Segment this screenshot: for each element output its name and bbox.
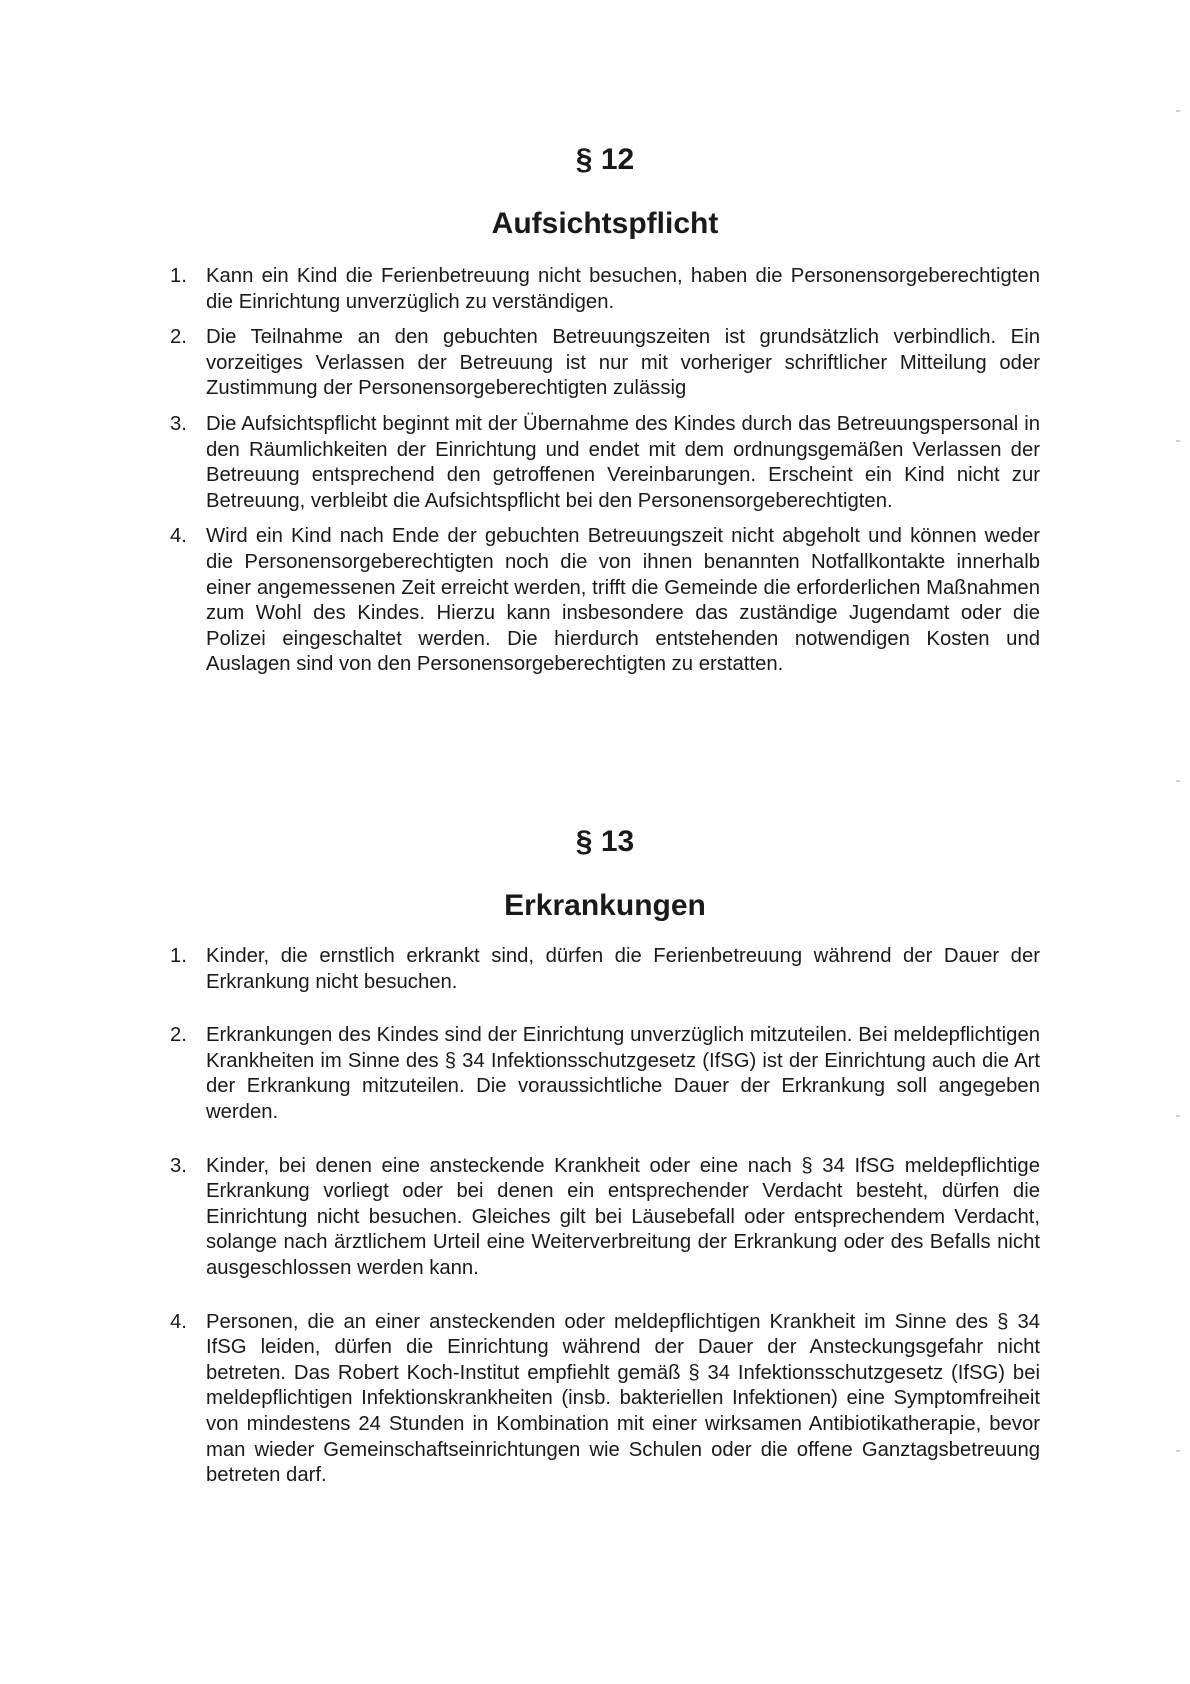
item-number: 4. xyxy=(170,525,187,548)
scan-mark xyxy=(1176,440,1180,442)
list-item xyxy=(170,264,1040,315)
section-13 xyxy=(170,822,1040,1517)
item-number: 1. xyxy=(170,265,187,287)
item-number: 2. xyxy=(170,1024,187,1047)
section-items xyxy=(170,264,1040,678)
list-item xyxy=(170,1154,1040,1282)
section-number: § 13 xyxy=(575,825,635,858)
item-text: Personen, die an einer ansteckenden oder meldepflichtigen Krankheit im Sinne des § 34 IfSG leiden, dürfen die Einrichtung während der Dauer der Ansteckungsgefahr nicht betreten. Das Robert Koch-Institut empfiehlt gemäß § 34 Infektionsschutzgesetz (IfSG) bei meldepflichtigen Infektionskrankheiten (insb. bakteriellen Infektionen) eine Symptomfreiheit von mindestens 24 Stunden in Kombination mit einer wirksamen Antibiotikatherapie, bevor man wieder Gemeinschaftseinrichtungen wie Schulen oder die offene Ganztagsbetreuung betreten darf. xyxy=(206,1310,1040,1487)
item-number: 3. xyxy=(170,412,187,435)
scan-mark xyxy=(1176,1115,1180,1117)
list-item xyxy=(170,1023,1040,1125)
scan-mark xyxy=(1176,780,1180,782)
item-number: 1. xyxy=(170,945,187,967)
list-item xyxy=(170,944,1040,995)
list-item xyxy=(170,412,1040,514)
section-title: Erkrankungen xyxy=(504,889,706,922)
list-item xyxy=(170,1310,1040,1489)
list-item xyxy=(170,325,1040,402)
item-number: 3. xyxy=(170,1154,187,1177)
section-number: § 12 xyxy=(575,143,635,176)
item-text: Erkrankungen des Kindes sind der Einrichtung unverzüglich mitzuteilen. Bei meldepflichtigen Krankheiten im Sinne des § 34 Infektionsschutzgesetz (IfSG) ist der Einrichtung auch die Art der Erkrankung mitzuteilen. Die voraussichtliche Dauer der Erkrankung soll angegeben werden. xyxy=(206,1024,1040,1123)
scan-mark xyxy=(1176,110,1180,112)
item-number: 2. xyxy=(170,326,187,349)
item-text: Kinder, bei denen eine ansteckende Krankheit oder eine nach § 34 IfSG meldepflichtige Erkrankung vorliegt oder bei denen ein entsprechender Verdacht besteht, dürfen die Einrichtung nicht besuchen. Gleiches gilt bei Läusebefall oder entsprechendem Verdacht, solange nach ärztlichem Urteil eine Weiterverbreitung der Erkrankung oder des Befalls nicht ausgeschlossen werden kann. xyxy=(206,1154,1040,1279)
item-text: Die Teilnahme an den gebuchten Betreuungszeiten ist grundsätzlich verbindlich. Ein vorzeitiges Verlassen der Betreuung ist nur mit vorheriger schriftlicher Mitteilung oder Zustimmung der Personensorgeberechtigten zulässig xyxy=(206,326,1040,400)
list-item xyxy=(170,524,1040,678)
section-12 xyxy=(170,140,1040,688)
item-number: 4. xyxy=(170,1310,187,1333)
item-text: Die Aufsichtspflicht beginnt mit der Übernahme des Kindes durch das Betreuungspersonal in den Räumlichkeiten der Einrichtung und endet mit dem ordnungsgemäßen Verlassen der Betreuung entsprechend den getroffenen Vereinbarungen. Erscheint ein Kind nicht zur Betreuung, verbleibt die Aufsichtspflicht bei den Personensorgeberechtigten. xyxy=(206,412,1040,512)
scan-mark xyxy=(1176,1450,1180,1452)
section-items xyxy=(170,944,1040,1489)
section-title: Aufsichtspflicht xyxy=(491,207,719,240)
item-text: Kinder, die ernstlich erkrankt sind, dürfen die Ferienbetreuung während der Dauer der Erkrankung nicht besuchen. xyxy=(206,945,1040,993)
item-text: Wird ein Kind nach Ende der gebuchten Betreuungszeit nicht abgeholt und können weder die Personensorgeberechtigten noch die von ihnen benannten Notfallkontakte innerhalb einer angemessenen Zeit erreicht werden, trifft die Gemeinde die erforderlichen Maßnahmen zum Wohl des Kindes. Hierzu kann insbesondere das zuständige Jugendamt oder die Polizei eingeschaltet werden. Die hierdurch entstehenden notwendigen Kosten und Auslagen sind von den Personensorgeberechtigten zu erstatten. xyxy=(206,525,1040,676)
item-text: Kann ein Kind die Ferienbetreuung nicht besuchen, haben die Personensorgeberechtigten die Einrichtung unverzüglich zu verständigen. xyxy=(206,265,1040,313)
